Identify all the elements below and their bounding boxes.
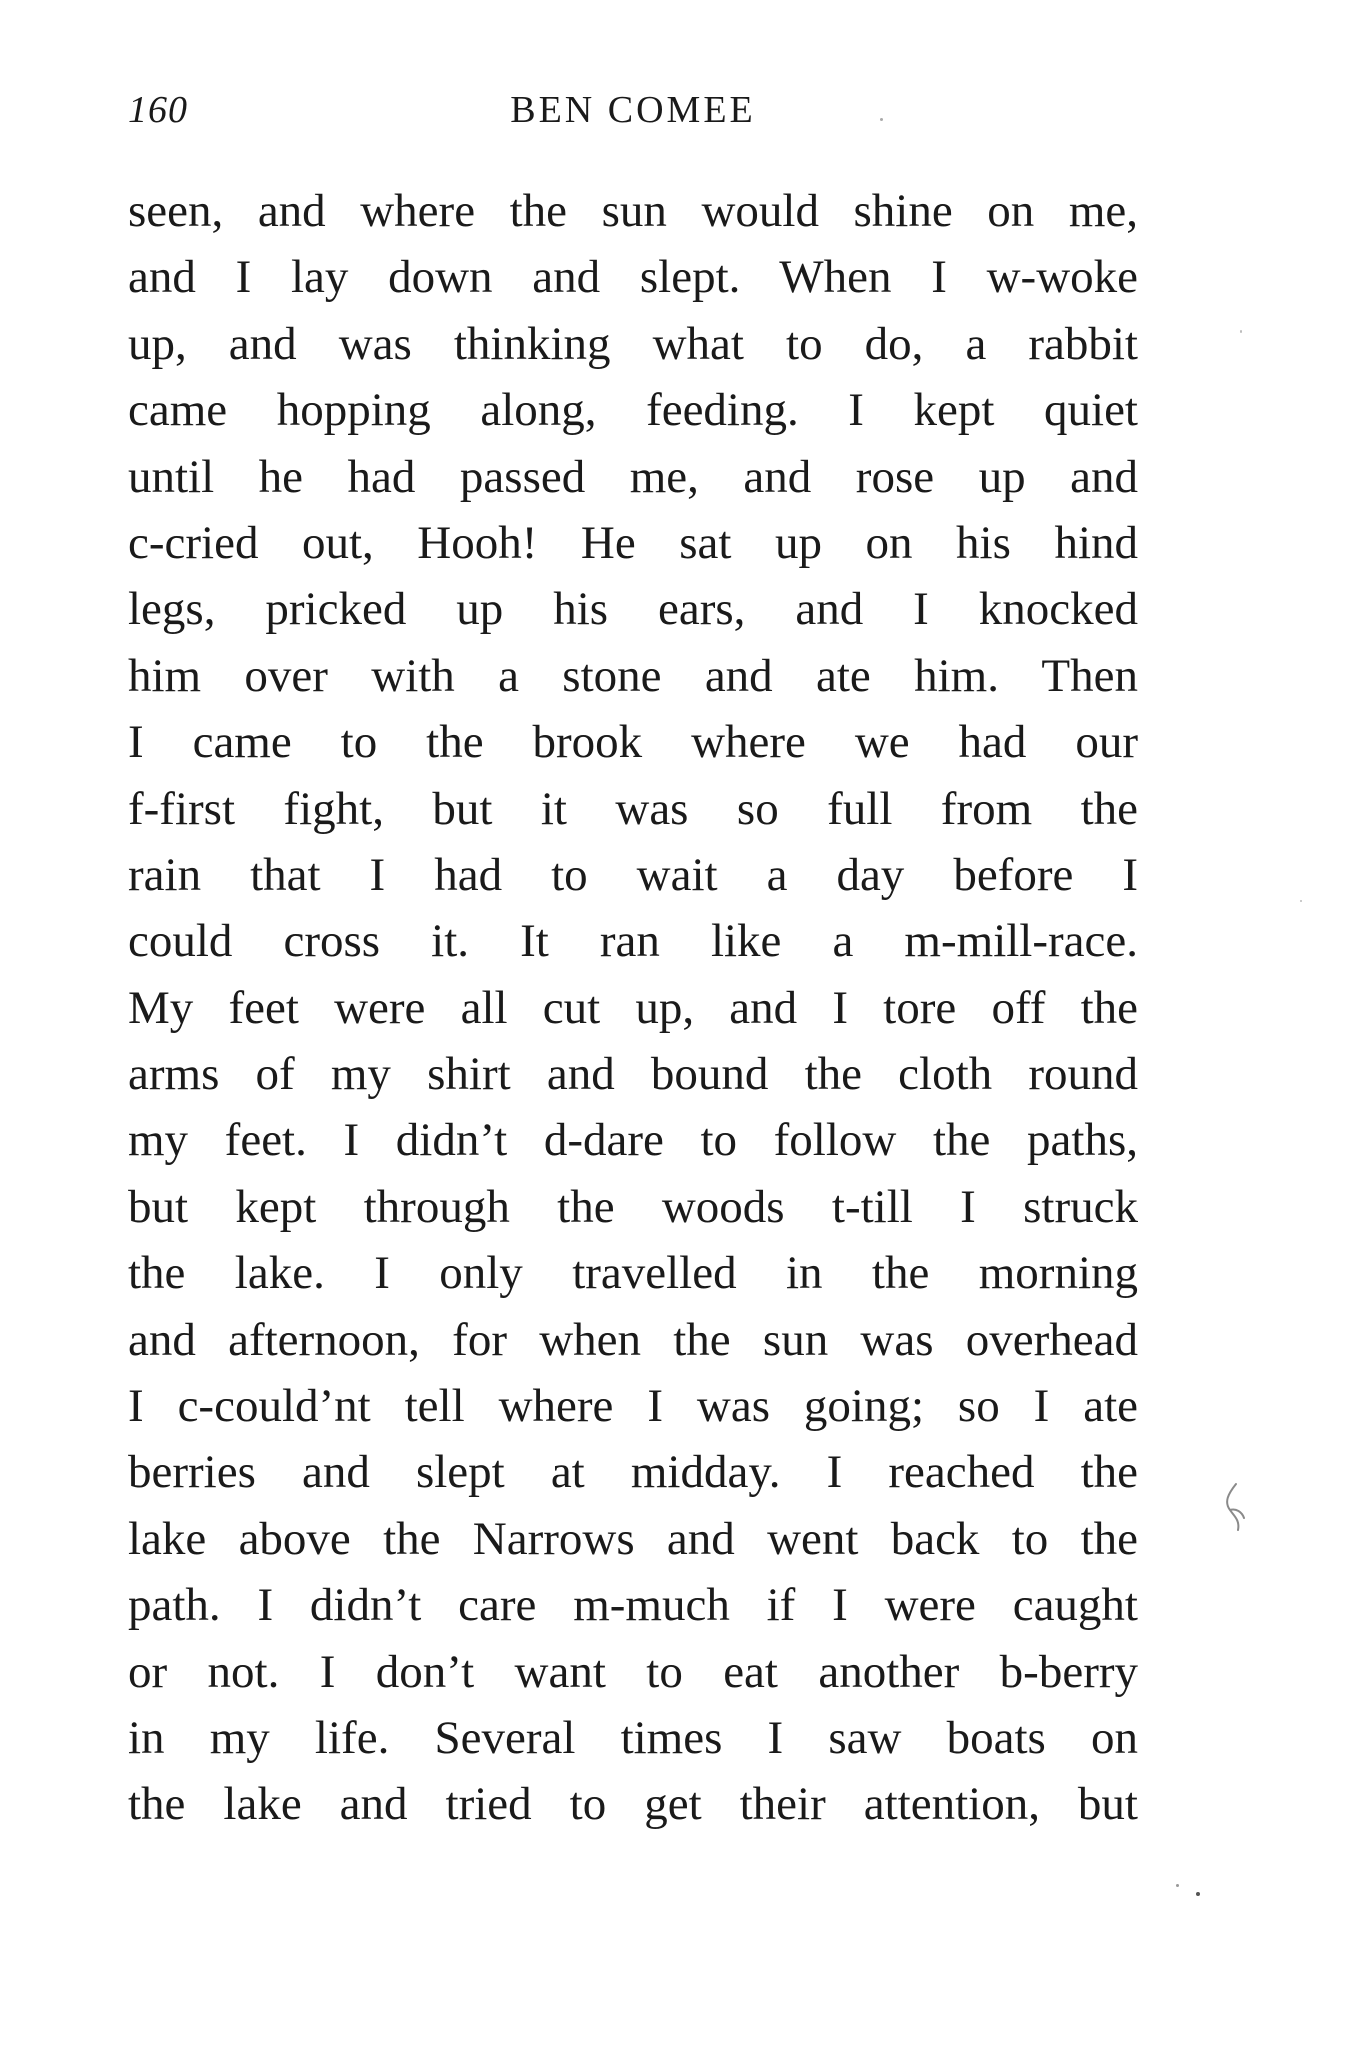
text-line: or not. I don’t want to eat another b-berry bbox=[128, 1645, 1138, 1698]
scan-speck bbox=[1300, 900, 1302, 902]
text-line: but kept through the woods t-till I struck bbox=[128, 1180, 1138, 1233]
text-line: berries and slept at midday. I reached the bbox=[128, 1446, 1138, 1499]
text-line: path. I didn’t care m-much if I were caught bbox=[128, 1579, 1138, 1632]
margin-pencil-mark bbox=[1218, 1480, 1248, 1540]
text-line: him over with a stone and ate him. Then bbox=[128, 649, 1138, 702]
text-line: until he had passed me, and rose up and bbox=[128, 450, 1138, 503]
text-line: lake above the Narrows and went back to the bbox=[128, 1512, 1138, 1565]
text-line: the lake. I only travelled in the morning bbox=[128, 1247, 1138, 1300]
text-line: rain that I had to wait a day before I bbox=[128, 848, 1138, 901]
scan-speck bbox=[1176, 1884, 1179, 1887]
scan-speck bbox=[880, 118, 883, 121]
text-line: f-first fight, but it was so full from the bbox=[128, 782, 1138, 835]
scan-speck bbox=[1196, 1892, 1200, 1896]
page-header bbox=[128, 88, 1138, 148]
running-head: BEN COMEE bbox=[510, 89, 756, 131]
text-line: legs, pricked up his ears, and I knocked bbox=[128, 583, 1138, 636]
text-line: came hopping along, feeding. I kept quiet bbox=[128, 384, 1138, 437]
text-line: seen, and where the sun would shine on me, bbox=[128, 185, 1138, 237]
body-text bbox=[128, 178, 1138, 1838]
text-line: c-cried out, Hooh! He sat up on his hind bbox=[128, 516, 1138, 569]
page-number: 160 bbox=[128, 89, 188, 131]
text-line: My feet were all cut up, and I tore off the bbox=[128, 981, 1138, 1034]
text-line: I came to the brook where we had our bbox=[128, 716, 1138, 769]
text-line: the lake and tried to get their attention, but bbox=[128, 1778, 1138, 1831]
text-line: my feet. I didn’t d-dare to follow the paths, bbox=[128, 1114, 1138, 1167]
text-line: and I lay down and slept. When I w-woke bbox=[128, 251, 1138, 304]
text-line: up, and was thinking what to do, a rabbit bbox=[128, 317, 1138, 370]
scan-speck bbox=[1240, 330, 1242, 333]
text-line: I c-could’nt tell where I was going; so I ate bbox=[128, 1380, 1138, 1433]
text-line: in my life. Several times I saw boats on bbox=[128, 1711, 1138, 1764]
text-line: could cross it. It ran like a m-mill-race. bbox=[128, 915, 1138, 968]
text-line: arms of my shirt and bound the cloth round bbox=[128, 1048, 1138, 1101]
text-line: and afternoon, for when the sun was overhead bbox=[128, 1313, 1138, 1366]
